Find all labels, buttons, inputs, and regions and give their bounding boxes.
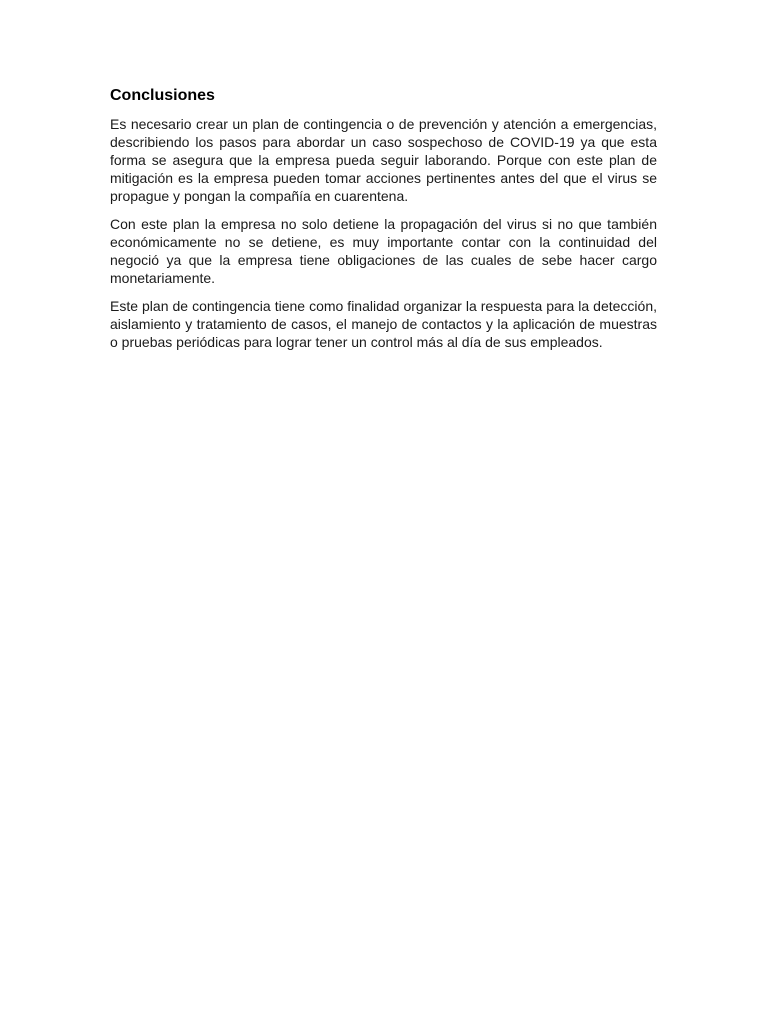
paragraph-2: Con este plan la empresa no solo detiene la propagación del virus si no que también económicamente no se detiene, es muy importante contar con la continuidad del negoció ya que la empresa tiene obligaciones de las cuales de sebe hacer cargo monetariamente.	[110, 216, 657, 286]
document-body	[110, 86, 657, 361]
section-heading: Conclusiones	[110, 87, 215, 104]
paragraph-1: Es necesario crear un plan de contingencia o de prevención y atención a emergencias, describiendo los pasos para abordar un caso sospechoso de COVID-19 ya que esta forma se asegura que la empresa pueda seguir laborando. Porque con este plan de mitigación es la empresa pueden tomar acciones pertinentes antes del que el virus se propague y pongan la compañía en cuarentena.	[110, 116, 657, 204]
paragraph-3: Este plan de contingencia tiene como finalidad organizar la respuesta para la detección, aislamiento y tratamiento de casos, el manejo de contactos y la aplicación de muestras o pruebas periódicas para lograr tener un control más al día de sus empleados.	[110, 298, 657, 350]
